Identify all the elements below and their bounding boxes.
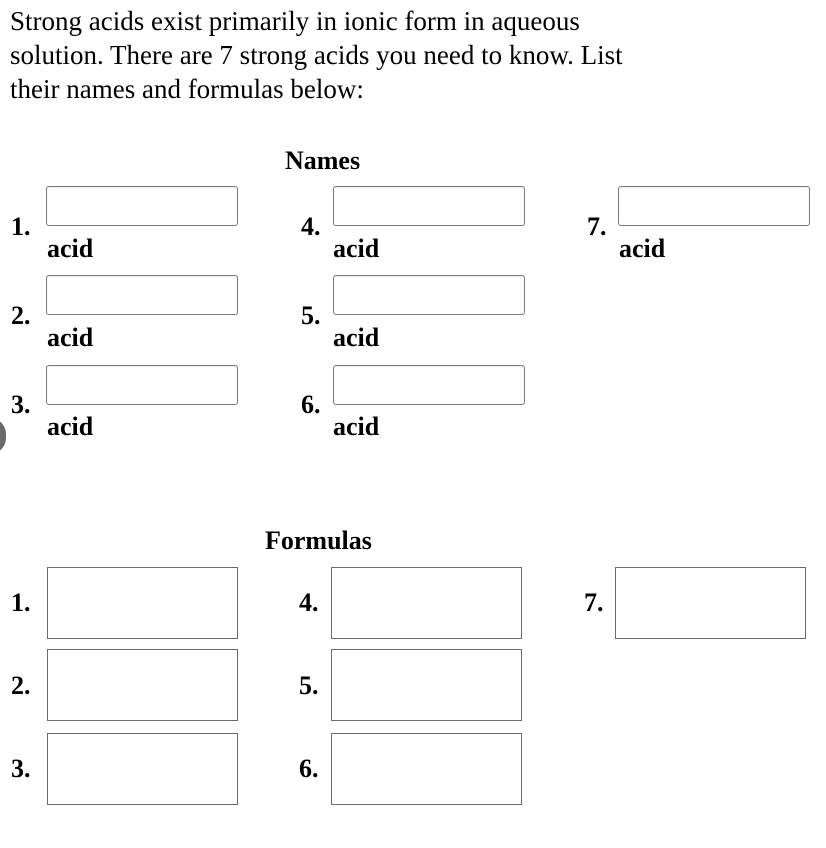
acid-suffix-7: acid (619, 234, 666, 263)
page-edge-marker (0, 418, 6, 454)
name-number-2: 2. (11, 301, 31, 330)
name-input-5[interactable] (333, 275, 525, 315)
name-number-3: 3. (11, 390, 31, 419)
name-number-5: 5. (301, 301, 321, 330)
name-number-1: 1. (11, 212, 31, 241)
formula-input-3[interactable] (47, 733, 238, 805)
name-number-4: 4. (301, 212, 321, 241)
acid-suffix-2: acid (47, 323, 94, 352)
acid-suffix-6: acid (333, 412, 380, 441)
formula-number-3: 3. (11, 754, 31, 783)
formula-input-7[interactable] (615, 567, 806, 639)
formula-input-5[interactable] (331, 649, 522, 721)
acid-suffix-1: acid (47, 234, 94, 263)
intro-line-1: Strong acids exist primarily in ionic form in aqueous (10, 6, 580, 36)
formula-number-5: 5. (299, 671, 319, 700)
intro-line-2: solution. There are 7 strong acids you need to know. List (10, 40, 623, 70)
acid-suffix-4: acid (333, 234, 380, 263)
name-input-2[interactable] (46, 275, 238, 315)
formula-input-2[interactable] (47, 649, 238, 721)
formula-input-4[interactable] (331, 567, 522, 639)
formula-number-2: 2. (11, 671, 31, 700)
formulas-title: Formulas (265, 526, 372, 555)
formula-input-1[interactable] (47, 567, 238, 639)
acid-suffix-3: acid (47, 412, 94, 441)
name-input-6[interactable] (333, 365, 525, 405)
name-input-3[interactable] (46, 365, 238, 405)
formula-number-1: 1. (11, 588, 31, 617)
name-input-7[interactable] (618, 186, 810, 226)
name-input-4[interactable] (333, 186, 525, 226)
formula-input-6[interactable] (331, 733, 522, 805)
name-number-6: 6. (301, 390, 321, 419)
acid-suffix-5: acid (333, 323, 380, 352)
intro-text (10, 4, 730, 106)
intro-line-3: their names and formulas below: (10, 74, 364, 104)
formula-number-6: 6. (299, 754, 319, 783)
names-title: Names (285, 146, 361, 175)
formula-number-4: 4. (299, 588, 319, 617)
formula-number-7: 7. (584, 588, 604, 617)
name-number-7: 7. (587, 212, 607, 241)
name-input-1[interactable] (46, 186, 238, 226)
